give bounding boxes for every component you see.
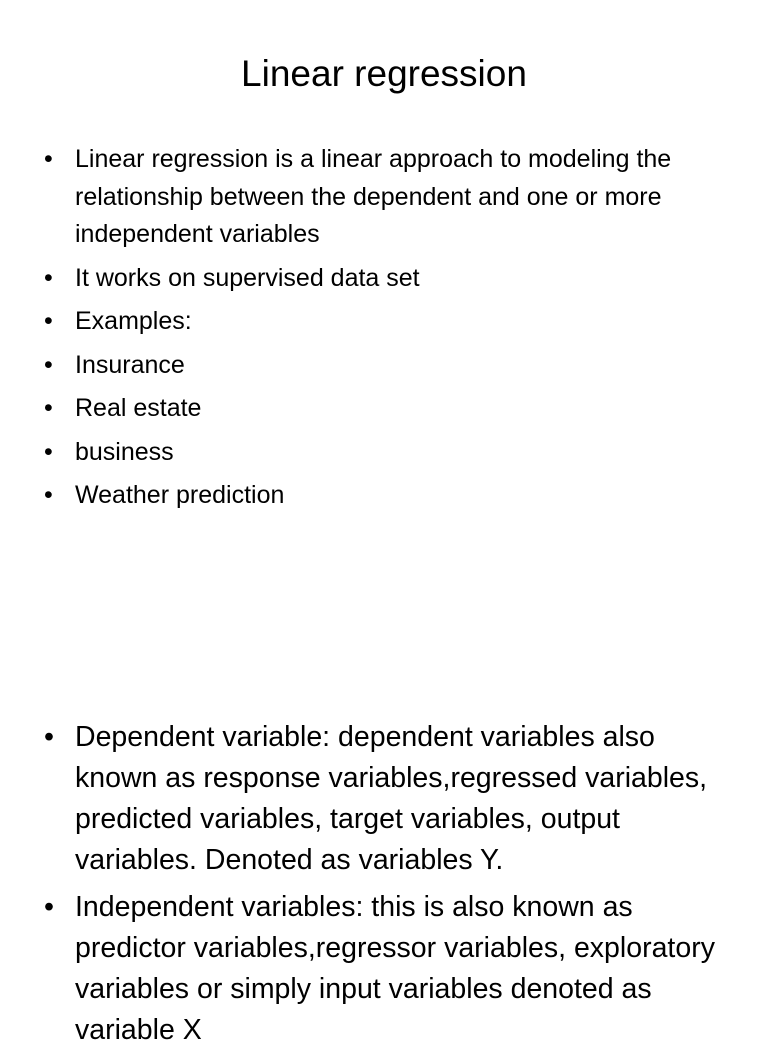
bullet-text: Dependent variable: dependent variables also known as response variables,regressed variables, predicted variables, target variables, output variables. Denoted as variables Y. <box>75 721 708 876</box>
bullet-text: Real estate <box>75 394 202 422</box>
list-item <box>44 141 724 254</box>
list-item <box>44 717 724 881</box>
bullet-icon: • <box>44 263 53 292</box>
bullet-text: Examples: <box>75 307 192 335</box>
bullet-icon: • <box>44 721 54 753</box>
list-item <box>44 260 724 298</box>
definition-bullet-list <box>44 141 724 521</box>
bullet-icon: • <box>44 394 53 422</box>
bullet-icon: • <box>44 891 54 923</box>
list-item <box>44 390 724 428</box>
bullet-text: Linear regression is a linear approach to modeling the relationship between the dependent and one or more independent variables <box>75 145 672 248</box>
bullet-text: Insurance <box>75 350 185 379</box>
bullet-text: Independent variables: this is also known as predictor variables,regressor variables, exploratory variables or simply input variables denoted as variable X <box>75 891 715 1046</box>
variables-bullet-list <box>44 717 724 1057</box>
slide-title: Linear regression <box>241 53 527 94</box>
bullet-icon: • <box>44 481 53 509</box>
bullet-icon: • <box>44 145 53 173</box>
list-item <box>44 477 724 515</box>
bullet-icon: • <box>44 307 53 335</box>
bullet-icon: • <box>44 350 53 379</box>
bullet-text: Weather prediction <box>75 481 285 509</box>
bullet-text: business <box>75 437 174 466</box>
list-item <box>44 434 724 472</box>
bullet-text: It works on supervised data set <box>75 263 420 292</box>
bullet-icon: • <box>44 437 53 466</box>
list-item <box>44 347 724 385</box>
list-item <box>44 303 724 341</box>
list-item <box>44 887 724 1051</box>
